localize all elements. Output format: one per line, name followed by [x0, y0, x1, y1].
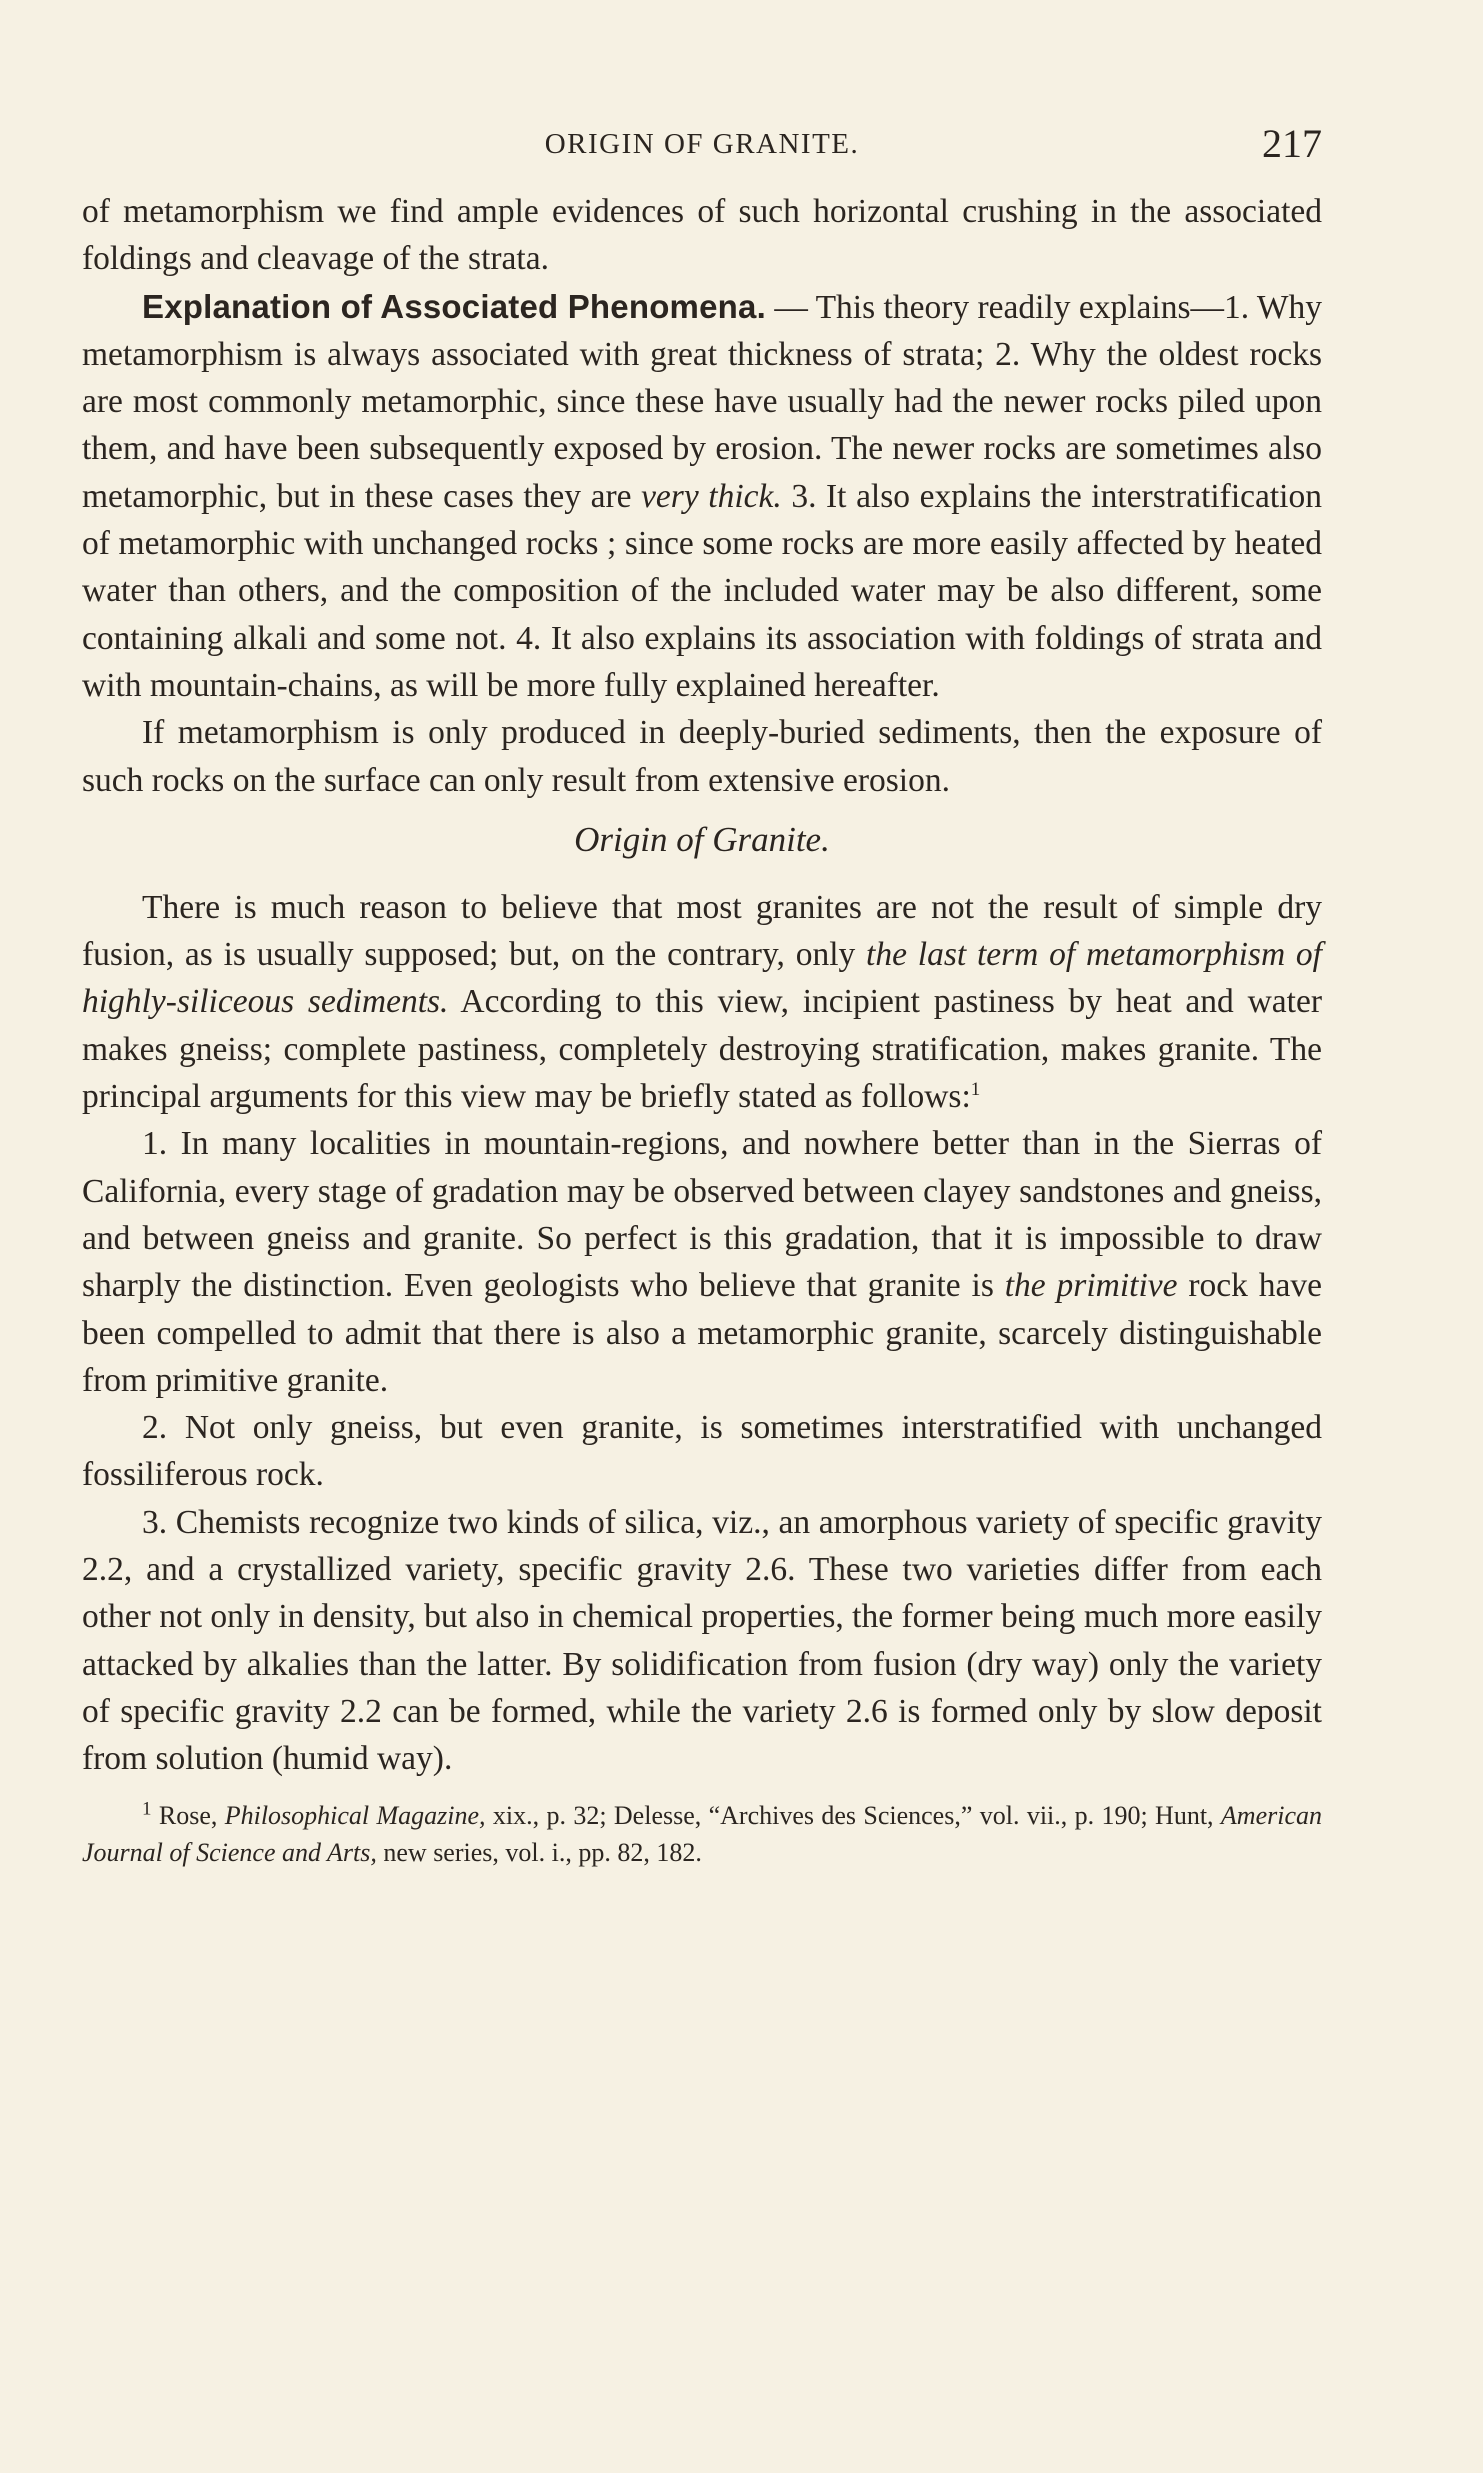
footnote — [82, 1797, 1322, 1871]
page-number: 217 — [1262, 121, 1322, 166]
paragraph-text: 2. Not only gneiss, but even granite, is sometimes interstratified with unchanged fossiliferous rock. — [82, 1409, 1322, 1494]
paragraph-argument-3 — [82, 1499, 1322, 1783]
paragraph-explanation — [82, 283, 1322, 710]
paragraph-continuation — [82, 188, 1322, 283]
paragraph-text: rock have been compelled to admit that there is also a metamorphic granite, scarcely distinguishable from primitive granite. — [82, 1267, 1323, 1399]
footnote-reference[interactable]: 1 — [970, 1078, 981, 1100]
paragraph-text: 3. Chemists recognize two kinds of silica, viz., an amorphous variety of specific gravity 2.2, and a crystallized variety, specific gravity 2.6. These two varieties differ from each other not only in density, but also in chemical properties, the former being much more easily attacked by alkalies than the latter. By solidification from fusion (dry way) only the variety of specific gravity 2.2 can be formed, while the variety 2.6 is formed only by slow deposit from solution (humid way). — [82, 1503, 1322, 1778]
footnote-text: xix., p. 32; Delesse, “Archives des Sciences,” vol. vii., p. 190; Hunt, — [485, 1800, 1221, 1830]
running-title: ORIGIN OF GRANITE. — [544, 128, 860, 160]
paragraph-text: If metamorphism is only produced in deeply-buried sediments, then the exposure of such rocks on the surface can only result from extensive erosion. — [82, 714, 1322, 799]
paragraph-text: According to this view, incipient pastiness by heat and water makes gneiss; complete pastiness, completely destroying stratification, makes granite. The principal arguments for this view may be briefly stated as follows: — [82, 983, 1322, 1116]
paragraph-text: — This theory readily explains—1. Why metamorphism is always associated with great thickness of strata; 2. Why the oldest rocks are most commonly metamorphic, since these have usually had the newer rocks piled upon them, and have been subsequently exposed by erosion. The newer rocks are sometimes also metamorphic, but in these cases they are — [82, 288, 1323, 515]
paragraph-text: of metamorphism we find ample evidences of such horizontal crushing in the associated foldings and cleavage of the strata. — [82, 193, 1322, 278]
paragraph-argument-1 — [82, 1120, 1322, 1404]
paragraph-granite-intro — [82, 884, 1322, 1120]
footnote-italic: American Journal of Science and Arts, — [82, 1800, 1322, 1867]
footnote-text: new series, vol. i., pp. 82, 182. — [376, 1837, 702, 1867]
side-heading: Explanation of Associated Phenomena. — [142, 287, 766, 325]
running-head — [82, 118, 1322, 172]
italic-text: the last term of metamorphism of highly-siliceous sediments. — [82, 936, 1322, 1021]
paragraph-erosion — [82, 709, 1322, 804]
paragraph-argument-2 — [82, 1404, 1322, 1499]
footnote-italic: Philosophical Magazine, — [224, 1800, 486, 1830]
italic-text: the primitive — [1004, 1267, 1178, 1305]
paragraph-text: 3. It also explains the interstratification of metamorphic with unchanged rocks ; since some rocks are more easily affected by heated water than others, and the composition of the included water may be also different, some containing alkali and some not. 4. It also explains its association with foldings of strata and with mountain-chains, as will be more fully explained hereafter. — [82, 477, 1322, 704]
italic-text: very thick. — [641, 477, 782, 515]
footnote-text: Rose, — [151, 1800, 225, 1830]
section-title: Origin of Granite. — [574, 819, 830, 859]
paragraph-text: There is much reason to believe that most granites are not the result of simple dry fusion, as is usually supposed; but, on the contrary, only — [82, 888, 1322, 974]
footnote-marker: 1 — [142, 1797, 152, 1819]
paragraph-text: 1. In many localities in mountain-regions, and nowhere better than in the Sierras of California, every stage of gradation may be observed between clayey sandstones and gneiss, and between gneiss and granite. So perfect is this gradation, that it is impossible to draw sharply the distinction. Even geologists who believe that granite is — [82, 1125, 1322, 1305]
